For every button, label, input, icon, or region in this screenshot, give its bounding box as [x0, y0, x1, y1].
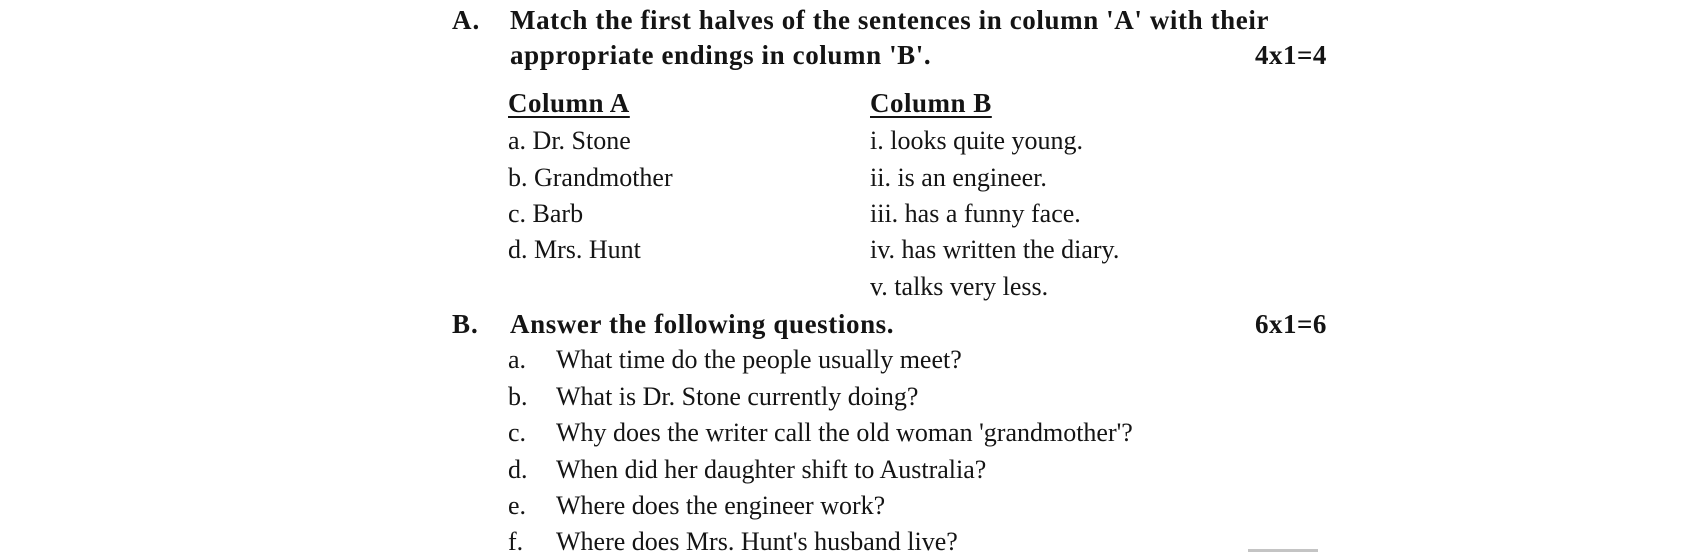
question-letter: e. — [508, 491, 527, 520]
question-letter: d. — [508, 455, 528, 484]
question-text: Why does the writer call the old woman 'grandmother'? — [556, 418, 1133, 447]
column-a-heading: Column A — [508, 88, 630, 118]
section-b-marks: 6x1=6 — [1255, 309, 1327, 339]
question-text: When did her daughter shift to Australia? — [556, 455, 987, 484]
column-a-item: b. Grandmother — [508, 163, 673, 192]
column-a-item: c. Barb — [508, 199, 584, 228]
section-b-letter: B. — [452, 309, 479, 339]
section-a-letter: A. — [452, 5, 481, 35]
section-a-instruction-line1: Match the first halves of the sentences in column 'A' with their — [510, 5, 1270, 35]
faint-ink-mark — [1248, 549, 1318, 552]
question-letter: b. — [508, 382, 528, 411]
column-b-item: iii. has a funny face. — [870, 199, 1081, 228]
question-text: What time do the people usually meet? — [556, 345, 962, 374]
section-a-marks: 4x1=4 — [1255, 40, 1327, 70]
question-text: What is Dr. Stone currently doing? — [556, 382, 919, 411]
question-text: Where does the engineer work? — [556, 491, 886, 520]
question-text: Where does Mrs. Hunt's husband live? — [556, 527, 958, 555]
column-b-item: ii. is an engineer. — [870, 163, 1047, 192]
section-a-instruction-line2: appropriate endings in column 'B'. — [510, 40, 932, 70]
question-letter: c. — [508, 418, 527, 447]
column-a-item: d. Mrs. Hunt — [508, 235, 641, 264]
column-a-item: a. Dr. Stone — [508, 126, 631, 155]
question-letter: a. — [508, 345, 527, 374]
column-b-heading: Column B — [870, 88, 992, 118]
question-letter: f. — [508, 527, 524, 555]
column-b-item: i. looks quite young. — [870, 126, 1084, 155]
column-b-item: iv. has written the diary. — [870, 235, 1120, 264]
section-b-title: Answer the following questions. — [510, 309, 895, 339]
column-b-item: v. talks very less. — [870, 272, 1049, 301]
